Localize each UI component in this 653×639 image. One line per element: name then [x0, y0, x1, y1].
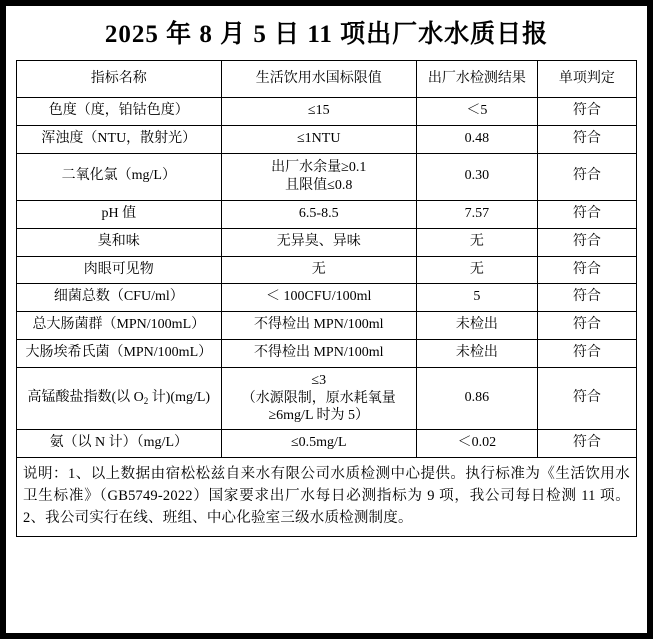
indicator-name: 二氧化氯（mg/L）: [17, 153, 222, 200]
verdict: 符合: [537, 228, 636, 256]
table-row: [17, 98, 637, 126]
column-header-verdict: 单项判定: [537, 61, 636, 98]
verdict: 符合: [537, 368, 636, 430]
test-result: 未检出: [416, 312, 537, 340]
table-row: [17, 200, 637, 228]
column-header-indicator: 指标名称: [17, 61, 222, 98]
verdict: 符合: [537, 312, 636, 340]
verdict: 符合: [537, 340, 636, 368]
standard-limit: ≤1NTU: [221, 125, 416, 153]
report-note-text: 说明：1、以上数据由宿松松兹自来水有限公司水质检测中心提供。执行标准为《生活饮用水卫生标准》（GB5749-2022）国家要求出厂水每日必测指标为 9 项，我公司每日检测 11 项。2、我公司实行在线、班组、中心化验室三级水质检测制度。: [23, 465, 630, 527]
column-header-test-result: 出厂水检测结果: [416, 61, 537, 98]
water-quality-table: [16, 60, 637, 458]
standard-limit-line-3: ≥6mg/L 时为 5）: [268, 408, 369, 424]
standard-limit: ≤15: [221, 98, 416, 126]
page-title: 2025 年 8 月 5 日 11 项出厂水水质日报: [104, 21, 549, 48]
table-row: [17, 284, 637, 312]
verdict: 符合: [537, 153, 636, 200]
column-header-standard-limit: 生活饮用水国标限值: [221, 61, 416, 98]
test-result: 0.86: [416, 368, 537, 430]
indicator-name: 色度（度，铂钴色度）: [17, 98, 222, 126]
standard-limit: 6.5-8.5: [221, 200, 416, 228]
test-result: 0.30: [416, 153, 537, 200]
indicator-name: 肉眼可见物: [17, 256, 222, 284]
table-row: [17, 368, 637, 430]
verdict: 符合: [537, 98, 636, 126]
indicator-name-prefix: 高锰酸盐指数(以 O: [27, 389, 144, 405]
standard-limit: [221, 368, 416, 430]
test-result: 无: [416, 256, 537, 284]
standard-limit: ≤0.5mg/L: [221, 429, 416, 457]
standard-limit: ＜ 100CFU/100ml: [221, 284, 416, 312]
standard-limit-line-2: （水源限制，原水耗氧量: [241, 390, 396, 406]
indicator-name-suffix: 计)(mg/L): [148, 389, 211, 405]
table-row: [17, 153, 637, 200]
verdict: 符合: [537, 125, 636, 153]
test-result: 无: [416, 228, 537, 256]
table-row: [17, 429, 637, 457]
report-note: [16, 458, 637, 537]
verdict: 符合: [537, 284, 636, 312]
indicator-name: 浑浊度（NTU，散射光）: [17, 125, 222, 153]
standard-limit-line-2: 且限值≤0.8: [285, 177, 353, 193]
indicator-name: 细菌总数（CFU/ml）: [17, 284, 222, 312]
verdict: 符合: [537, 200, 636, 228]
verdict: 符合: [537, 429, 636, 457]
table-row: [17, 256, 637, 284]
test-result: 未检出: [416, 340, 537, 368]
verdict: 符合: [537, 256, 636, 284]
test-result: ＜0.02: [416, 429, 537, 457]
standard-limit: 不得检出 MPN/100ml: [221, 312, 416, 340]
standard-limit-line-1: 出厂水余量≥0.1: [271, 160, 367, 176]
standard-limit: [221, 153, 416, 200]
table-row: [17, 228, 637, 256]
indicator-name: 大肠埃希氏菌（MPN/100mL）: [17, 340, 222, 368]
test-result: 0.48: [416, 125, 537, 153]
indicator-name: 臭和味: [17, 228, 222, 256]
table-row: [17, 340, 637, 368]
standard-limit: 无: [221, 256, 416, 284]
table-header-row: [17, 61, 637, 98]
indicator-name: 总大肠菌群（MPN/100mL）: [17, 312, 222, 340]
table-row: [17, 125, 637, 153]
table-row: [17, 312, 637, 340]
test-result: ＜5: [416, 98, 537, 126]
test-result: 5: [416, 284, 537, 312]
indicator-name: 氨（以 N 计）（mg/L）: [17, 429, 222, 457]
standard-limit: 不得检出 MPN/100ml: [221, 340, 416, 368]
standard-limit-line-1: ≤3: [311, 373, 327, 389]
standard-limit: 无异臭、异味: [221, 228, 416, 256]
indicator-name: [17, 368, 222, 430]
indicator-name-subscript: 2: [143, 395, 149, 406]
test-result: 7.57: [416, 200, 537, 228]
indicator-name: pH 值: [17, 200, 222, 228]
